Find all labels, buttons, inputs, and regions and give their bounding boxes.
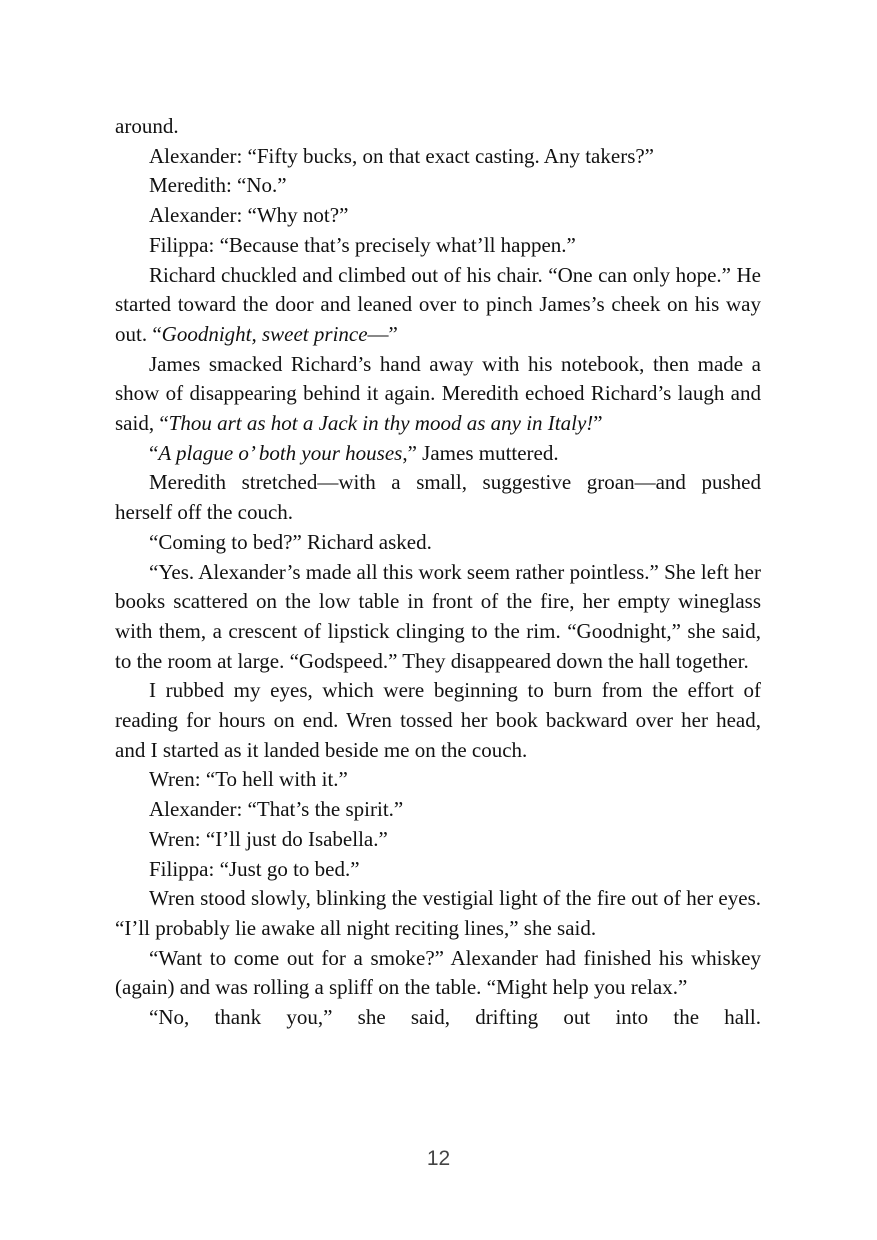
- text-segment: Filippa: “Just go to bed.”: [149, 856, 360, 881]
- paragraph: [115, 439, 761, 469]
- text-segment: Alexander: “Why not?”: [149, 203, 349, 228]
- paragraph: [115, 171, 761, 201]
- paragraph: [115, 855, 761, 885]
- text-segment: I rubbed my eyes, which were beginning to burn from the effort of reading for hours on end. Wren tossed her book backward over her head, and I started as it landed beside me on the couch.: [115, 678, 761, 762]
- paragraph: [115, 795, 761, 825]
- paragraph: [115, 112, 761, 142]
- paragraph: [115, 231, 761, 261]
- italic-text: A plague o’ both your houses: [158, 440, 403, 465]
- text-segment: Richard chuckled and climbed out of his chair. “One can only hope.” He started toward the door and leaned over to pinch James’s cheek on his way out. “: [115, 262, 761, 346]
- paragraph: [115, 884, 761, 943]
- text-segment: Meredith stretched—with a small, suggestive groan—and pushed herself off the couch.: [115, 470, 761, 525]
- text-segment: Wren: “I’ll just do Isabella.”: [149, 826, 388, 851]
- italic-text: Goodnight, sweet prince: [161, 321, 368, 346]
- paragraph: [115, 528, 761, 558]
- text-segment: Alexander: “That’s the spirit.”: [149, 797, 404, 822]
- paragraph: [115, 558, 761, 677]
- text-segment: James smacked Richard’s hand away with his notebook, then made a show of disappearing behind it again. Meredith echoed Richard’s laugh and said, “: [115, 351, 761, 436]
- text-segment: around.: [115, 114, 179, 138]
- text-segment: “Want to come out for a smoke?” Alexander had finished his whiskey (again) and was rolling a spliff on the table. “Might help you relax.”: [115, 945, 761, 1000]
- text-segment: “No, thank you,” she said, drifting out into the hall.: [149, 1005, 761, 1030]
- text-segment: “Yes. Alexander’s made all this work seem rather pointless.” She left her books scattered on the low table in front of the fire, her empty wineglass with them, a crescent of lipstick clinging to the rim. “Goodnight,” she said, to the room at large. “Godspeed.” They disappeared down the hall together.: [115, 559, 761, 673]
- text-segment: Filippa: “Because that’s precisely what’ll happen.”: [149, 232, 576, 257]
- page-number: 12: [426, 1147, 451, 1170]
- text-segment: “Coming to bed?” Richard asked.: [149, 529, 432, 554]
- text-segment: Meredith: “No.”: [149, 173, 287, 198]
- paragraph: [115, 468, 761, 527]
- paragraph: [115, 765, 761, 795]
- text-segment: “: [149, 440, 159, 465]
- text-segment: —”: [367, 321, 398, 346]
- text-segment: Wren stood slowly, blinking the vestigial light of the fire out of her eyes. “I’ll probably lie awake all night reciting lines,” she said.: [115, 886, 761, 940]
- text-segment: Alexander: “Fifty bucks, on that exact casting. Any takers?”: [149, 143, 655, 168]
- paragraph: [115, 676, 761, 765]
- text-segment: ,” James muttered.: [402, 440, 559, 465]
- text-segment: ”: [593, 411, 603, 436]
- italic-text: Thou art as hot a Jack in thy mood as any in Italy!: [168, 411, 594, 436]
- paragraph: [115, 944, 761, 1003]
- paragraph: [115, 201, 761, 231]
- paragraph: [115, 350, 761, 439]
- paragraph: [115, 142, 761, 172]
- body-text: [115, 112, 761, 1033]
- paragraph: [115, 825, 761, 855]
- paragraph: [115, 261, 761, 350]
- paragraph: [115, 1003, 761, 1033]
- text-segment: Wren: “To hell with it.”: [149, 767, 348, 792]
